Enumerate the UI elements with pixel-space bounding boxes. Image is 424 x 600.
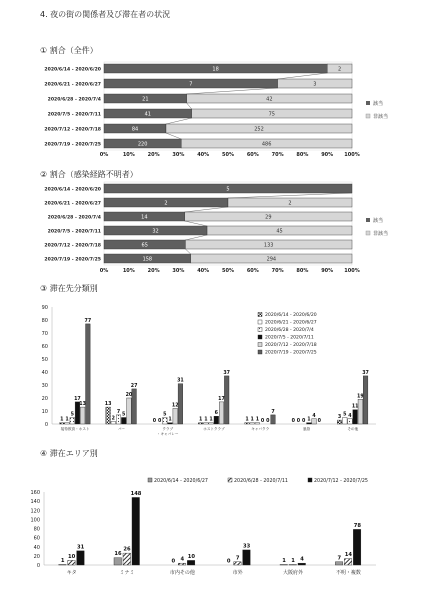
bar-destination-series3 bbox=[163, 418, 168, 425]
data-label-overall-series2: 2 bbox=[338, 66, 342, 73]
data-label-destination-series4: 6 bbox=[214, 411, 218, 417]
data-label-area-series2: 14 bbox=[344, 552, 352, 559]
data-label-overall-series1: 18 bbox=[212, 66, 219, 73]
legend-swatch-area-series1 bbox=[148, 478, 152, 482]
bar-destination-series3 bbox=[116, 415, 121, 424]
legend-swatch-destination-series1 bbox=[258, 313, 262, 317]
data-label-area-series1: 0 bbox=[171, 558, 176, 565]
chart-title-area: ④ 滞在エリア別 bbox=[40, 449, 98, 458]
data-label-destination-series6: 77 bbox=[84, 318, 92, 324]
data-label-destination-series4: 5 bbox=[122, 412, 126, 418]
bar-destination-series2 bbox=[111, 421, 116, 424]
x-tick-label-overall: 90% bbox=[321, 152, 334, 158]
data-label-overall-series1: 41 bbox=[144, 111, 152, 118]
bar-destination-series1 bbox=[337, 420, 342, 424]
x-tick-label-unknown_route: 80% bbox=[296, 268, 309, 274]
legend-label-destination-series6: 2020/7/19 - 2020/7/25 bbox=[265, 350, 317, 356]
x-tick-label-unknown_route: 10% bbox=[122, 268, 135, 274]
legend-swatch-unknown_route-series2 bbox=[366, 231, 370, 235]
legend-label-destination-series5: 2020/7/12 - 2020/7/18 bbox=[265, 343, 317, 348]
bar-destination-series4 bbox=[214, 416, 219, 424]
data-label-destination-series4: 1 bbox=[168, 417, 172, 423]
data-label-overall-series2: 42 bbox=[266, 96, 273, 103]
bar-area-series3 bbox=[298, 563, 306, 565]
data-label-destination-series6: 37 bbox=[362, 370, 369, 376]
bar-destination-series3 bbox=[255, 423, 260, 424]
legend-label-area-series1: 2020/6/14 - 2020/6/27 bbox=[154, 479, 208, 484]
category-label-overall: 2020/7/19 - 2020/7/25 bbox=[44, 142, 101, 148]
category-label-overall: 2020/7/5 - 2020/7/11 bbox=[47, 112, 101, 118]
data-label-unknown_route-series2: 2 bbox=[288, 200, 292, 207]
x-tick-label-overall: 0% bbox=[99, 152, 109, 158]
x-tick-label-overall: 100% bbox=[344, 152, 360, 158]
data-label-area-series2: 1 bbox=[291, 558, 295, 565]
data-label-destination-series5: 19 bbox=[357, 394, 364, 400]
data-label-destination-series2: 1 bbox=[250, 417, 254, 423]
data-label-area-series2: 10 bbox=[68, 553, 76, 560]
data-label-destination-series4: 1 bbox=[307, 417, 311, 423]
y-tick-label-destination: 0 bbox=[44, 422, 48, 428]
legend-swatch-area-series3 bbox=[308, 478, 312, 482]
data-label-destination-series5: 0 bbox=[266, 419, 270, 424]
bar-destination-series5 bbox=[173, 408, 178, 424]
data-label-unknown_route-series1: 158 bbox=[142, 256, 153, 263]
category-label-area: キタ bbox=[66, 570, 77, 576]
x-tick-label-overall: 80% bbox=[296, 152, 309, 158]
y-tick-label-area: 100 bbox=[30, 517, 40, 524]
bar-destination-series4 bbox=[121, 418, 126, 425]
bar-destination-series1 bbox=[60, 423, 65, 424]
bar-area-series2 bbox=[234, 562, 242, 565]
data-label-overall-series2: 75 bbox=[268, 111, 276, 118]
bar-destination-series3 bbox=[70, 418, 75, 425]
category-label-unknown_route: 2020/6/14 - 2020/6/20 bbox=[44, 187, 101, 193]
legend-label-area-series3: 2020/7/12 - 2020/7/25 bbox=[314, 479, 368, 484]
x-tick-label-unknown_route: 30% bbox=[172, 268, 185, 274]
y-tick-label-destination: 40 bbox=[41, 370, 48, 376]
legend-label-unknown_route-series2: 非該当 bbox=[373, 231, 389, 237]
data-label-area-series1: 1 bbox=[60, 558, 65, 565]
bar-destination-series5 bbox=[127, 398, 132, 424]
legend-label-unknown_route-series1: 該当 bbox=[373, 218, 384, 224]
bar-destination-series5 bbox=[312, 419, 317, 424]
data-label-area-series2: 4 bbox=[180, 556, 185, 563]
legend-label-destination-series1: 2020/6/14 - 2020/6/20 bbox=[265, 313, 317, 318]
bar-destination-series4 bbox=[307, 423, 312, 424]
data-label-destination-series6: 0 bbox=[317, 419, 321, 424]
data-label-destination-series5: 13 bbox=[79, 402, 86, 408]
data-label-destination-series2: 1 bbox=[65, 417, 69, 423]
bar-destination-series4 bbox=[168, 423, 173, 424]
data-label-overall-series2: 486 bbox=[261, 141, 272, 148]
bar-area-series3 bbox=[187, 560, 195, 565]
category-label-unknown_route: 2020/7/12 - 2020/7/18 bbox=[44, 243, 101, 249]
x-tick-label-unknown_route: 20% bbox=[147, 268, 160, 274]
bar-destination-series2 bbox=[65, 423, 70, 424]
legend-swatch-destination-series4 bbox=[258, 335, 262, 339]
category-label-destination: クラブ bbox=[162, 427, 174, 431]
x-tick-label-unknown_route: 40% bbox=[197, 268, 210, 274]
y-tick-label-area: 20 bbox=[33, 553, 40, 560]
data-label-destination-series2: 2 bbox=[111, 416, 116, 422]
y-tick-label-destination: 80 bbox=[41, 318, 48, 324]
data-label-area-series1: 16 bbox=[114, 551, 122, 558]
bar-destination-series6 bbox=[178, 384, 183, 424]
x-tick-label-overall: 40% bbox=[197, 152, 210, 158]
legend-swatch-destination-series5 bbox=[258, 343, 262, 347]
legend-label-overall-series2: 非該当 bbox=[373, 114, 389, 120]
data-label-destination-series5: 12 bbox=[171, 403, 179, 409]
bar-destination-series5 bbox=[219, 402, 224, 424]
x-tick-label-unknown_route: 100% bbox=[344, 268, 360, 274]
data-label-overall-series1: 220 bbox=[137, 141, 148, 148]
data-label-unknown_route-series1: 32 bbox=[152, 228, 159, 235]
data-label-destination-series6: 27 bbox=[130, 383, 138, 389]
page-heading: 4. 夜の街の関係者及び滞在者の状況 bbox=[40, 10, 171, 19]
data-label-area-series3: 10 bbox=[187, 553, 195, 560]
legend-swatch-destination-series3 bbox=[258, 328, 262, 332]
legend-label-area-series2: 2020/6/28 - 2020/7/11 bbox=[234, 479, 288, 484]
bar-area-series2 bbox=[123, 553, 131, 565]
data-label-destination-series6: 7 bbox=[271, 409, 275, 415]
data-label-area-series3: 33 bbox=[243, 543, 251, 550]
legend-swatch-overall-series1 bbox=[366, 101, 370, 105]
y-tick-label-area: 0 bbox=[36, 563, 40, 569]
bar-destination-series6 bbox=[363, 376, 368, 424]
data-label-destination-series3: 1 bbox=[255, 417, 260, 423]
bar-area-series2 bbox=[178, 563, 186, 565]
bar-destination-series5 bbox=[358, 399, 363, 424]
y-tick-label-destination: 20 bbox=[41, 396, 48, 402]
x-tick-label-unknown_route: 50% bbox=[222, 268, 234, 274]
x-tick-label-overall: 10% bbox=[122, 152, 135, 158]
category-label-destination: ・キャバレー bbox=[156, 432, 179, 436]
chart-title-unknown-route: ② 割合（感染経路不明者） bbox=[40, 170, 138, 179]
legend-swatch-destination-series2 bbox=[258, 320, 262, 324]
data-label-destination-series3: 1 bbox=[209, 417, 213, 423]
legend-label-destination-series3: 2020/6/28 - 2020/7/4 bbox=[265, 328, 314, 333]
data-label-destination-series1: 0 bbox=[152, 419, 157, 424]
data-label-unknown_route-series2: 294 bbox=[266, 256, 277, 263]
data-label-destination-series3: 0 bbox=[301, 419, 306, 424]
data-label-destination-series2: 0 bbox=[157, 419, 162, 424]
x-tick-label-overall: 50% bbox=[222, 152, 234, 158]
bar-area-series2 bbox=[344, 559, 352, 565]
data-label-area-series2: 26 bbox=[123, 546, 131, 553]
legend-swatch-unknown_route-series1 bbox=[366, 218, 370, 222]
data-label-destination-series5: 20 bbox=[125, 393, 133, 398]
bar-area-series1 bbox=[114, 558, 122, 565]
y-tick-label-destination: 30 bbox=[41, 383, 48, 389]
data-label-destination-series6: 31 bbox=[177, 378, 184, 384]
data-label-overall-series1: 21 bbox=[142, 96, 149, 103]
bar-area-series3 bbox=[243, 550, 251, 565]
bar-destination-series1 bbox=[198, 423, 203, 424]
category-label-unknown_route: 2020/6/28 - 2020/7/4 bbox=[47, 215, 101, 221]
bar-destination-series3 bbox=[209, 423, 214, 424]
chart-title-overall: ① 割合（全件） bbox=[40, 46, 98, 55]
data-label-area-series1: 1 bbox=[282, 558, 286, 565]
data-label-destination-series1: 1 bbox=[199, 417, 203, 423]
category-label-overall: 2020/6/14 - 2020/6/20 bbox=[44, 67, 101, 73]
legend-swatch-area-series2 bbox=[228, 478, 232, 482]
category-label-unknown_route: 2020/6/21 - 2020/6/27 bbox=[44, 201, 101, 207]
data-label-overall-series2: 3 bbox=[313, 81, 317, 88]
data-label-destination-series3: 5 bbox=[70, 412, 74, 418]
bar-destination-series1 bbox=[106, 407, 111, 424]
data-label-unknown_route-series1: 65 bbox=[141, 242, 148, 249]
y-tick-label-destination: 50 bbox=[41, 357, 48, 363]
data-label-destination-series3: 5 bbox=[163, 412, 167, 418]
bar-area-series3 bbox=[132, 497, 140, 565]
category-label-destination: 風俗 bbox=[302, 427, 311, 431]
data-label-destination-series6: 37 bbox=[223, 370, 231, 376]
legend-label-destination-series4: 2020/7/5 - 2020/7/11 bbox=[265, 335, 314, 341]
y-tick-label-destination: 10 bbox=[41, 409, 48, 415]
category-label-overall: 2020/7/12 - 2020/7/18 bbox=[44, 127, 101, 133]
data-label-area-series3: 4 bbox=[300, 556, 304, 563]
category-label-destination: キャバクラ bbox=[251, 427, 270, 431]
bar-area-series3 bbox=[77, 551, 85, 565]
legend-label-destination-series2: 2020/6/21 - 2020/6/27 bbox=[265, 320, 317, 326]
category-label-overall: 2020/6/28 - 2020/7/4 bbox=[47, 97, 101, 103]
category-label-area: 大阪府外 bbox=[282, 570, 304, 576]
bar-area-series1 bbox=[335, 562, 343, 565]
x-tick-label-unknown_route: 70% bbox=[271, 268, 284, 274]
category-label-overall: 2020/6/21 - 2020/6/27 bbox=[44, 82, 101, 88]
data-label-unknown_route-series1: 5 bbox=[226, 186, 230, 193]
category-label-area: 市外 bbox=[232, 570, 243, 576]
category-label-unknown_route: 2020/7/19 - 2020/7/25 bbox=[44, 257, 101, 263]
y-tick-label-area: 160 bbox=[30, 490, 40, 496]
bar-destination-series6 bbox=[86, 324, 91, 424]
legend-swatch-overall-series2 bbox=[366, 114, 370, 118]
data-label-area-series3: 78 bbox=[353, 522, 361, 529]
legend-label-overall-series1: 該当 bbox=[373, 101, 384, 107]
data-label-area-series1: 0 bbox=[226, 558, 231, 565]
bar-destination-series5 bbox=[80, 407, 85, 424]
x-tick-label-overall: 30% bbox=[172, 152, 185, 158]
bar-destination-series6 bbox=[132, 389, 137, 424]
plot-area-overall bbox=[104, 62, 352, 150]
y-tick-label-area: 80 bbox=[33, 526, 40, 533]
x-tick-label-overall: 70% bbox=[271, 152, 284, 158]
data-label-area-series3: 31 bbox=[77, 544, 85, 551]
data-label-destination-series1: 1 bbox=[245, 417, 249, 423]
data-label-area-series1: 7 bbox=[337, 555, 342, 562]
category-label-area: 不明・複数 bbox=[335, 570, 361, 576]
data-label-area-series2: 7 bbox=[235, 555, 240, 562]
data-label-destination-series2: 0 bbox=[296, 419, 301, 424]
category-label-destination: 接待飲食・ホスト bbox=[60, 427, 90, 431]
bar-destination-series4 bbox=[353, 410, 358, 424]
data-label-destination-series2: 1 bbox=[204, 417, 208, 423]
x-tick-label-unknown_route: 60% bbox=[246, 268, 259, 274]
data-label-unknown_route-series1: 2 bbox=[164, 200, 168, 207]
data-label-destination-series1: 13 bbox=[104, 402, 112, 408]
data-label-unknown_route-series2: 29 bbox=[265, 214, 272, 221]
bar-area-series3 bbox=[353, 529, 361, 565]
x-tick-label-unknown_route: 90% bbox=[321, 268, 334, 274]
data-label-destination-series1: 3 bbox=[337, 415, 342, 421]
bar-destination-series3 bbox=[348, 419, 353, 424]
data-label-area-series3: 148 bbox=[130, 490, 142, 497]
x-tick-label-overall: 20% bbox=[147, 152, 160, 158]
bar-area-series2 bbox=[68, 560, 76, 565]
y-tick-label-area: 60 bbox=[33, 535, 40, 542]
data-label-destination-series3: 7 bbox=[116, 409, 121, 415]
data-label-destination-series5: 4 bbox=[312, 413, 316, 419]
y-tick-label-destination: 90 bbox=[41, 305, 48, 311]
category-label-unknown_route: 2020/7/5 - 2020/7/11 bbox=[47, 229, 101, 235]
data-label-unknown_route-series2: 45 bbox=[276, 228, 283, 235]
data-label-destination-series3: 4 bbox=[348, 413, 352, 419]
x-tick-label-overall: 60% bbox=[246, 152, 259, 158]
y-tick-label-area: 140 bbox=[30, 499, 40, 506]
y-tick-label-destination: 70 bbox=[41, 331, 48, 337]
bar-destination-series6 bbox=[271, 415, 276, 424]
y-tick-label-area: 120 bbox=[30, 508, 40, 515]
category-label-destination: バー bbox=[117, 427, 126, 431]
data-label-destination-series4: 11 bbox=[351, 404, 359, 410]
bar-destination-series6 bbox=[224, 376, 229, 424]
data-label-unknown_route-series1: 14 bbox=[141, 214, 148, 221]
category-label-area: 市内その他 bbox=[169, 570, 195, 576]
chart-title-destination: ③ 滞在先分類別 bbox=[40, 284, 98, 293]
bar-destination-series2 bbox=[342, 418, 347, 425]
bar-destination-series1 bbox=[245, 423, 250, 424]
data-label-overall-series2: 252 bbox=[254, 126, 264, 133]
data-label-destination-series4: 0 bbox=[260, 419, 265, 424]
y-tick-label-destination: 60 bbox=[41, 344, 48, 350]
legend-swatch-destination-series6 bbox=[258, 350, 262, 354]
bar-destination-series2 bbox=[250, 423, 255, 424]
category-label-destination: その他 bbox=[347, 427, 359, 431]
data-label-destination-series1: 1 bbox=[60, 417, 64, 423]
category-label-area: ミナミ bbox=[119, 570, 135, 576]
data-label-destination-series2: 5 bbox=[343, 412, 347, 418]
data-label-unknown_route-series2: 133 bbox=[263, 242, 274, 249]
data-label-destination-series4: 17 bbox=[74, 396, 81, 402]
x-tick-label-unknown_route: 0% bbox=[99, 268, 109, 274]
data-label-destination-series1: 0 bbox=[291, 419, 295, 424]
data-label-destination-series5: 17 bbox=[218, 396, 225, 402]
category-label-destination: ホストクラブ bbox=[203, 427, 225, 431]
y-tick-label-area: 40 bbox=[33, 544, 40, 551]
data-label-overall-series1: 7 bbox=[189, 81, 193, 88]
bar-destination-series2 bbox=[204, 423, 209, 424]
data-label-overall-series1: 84 bbox=[131, 126, 139, 133]
